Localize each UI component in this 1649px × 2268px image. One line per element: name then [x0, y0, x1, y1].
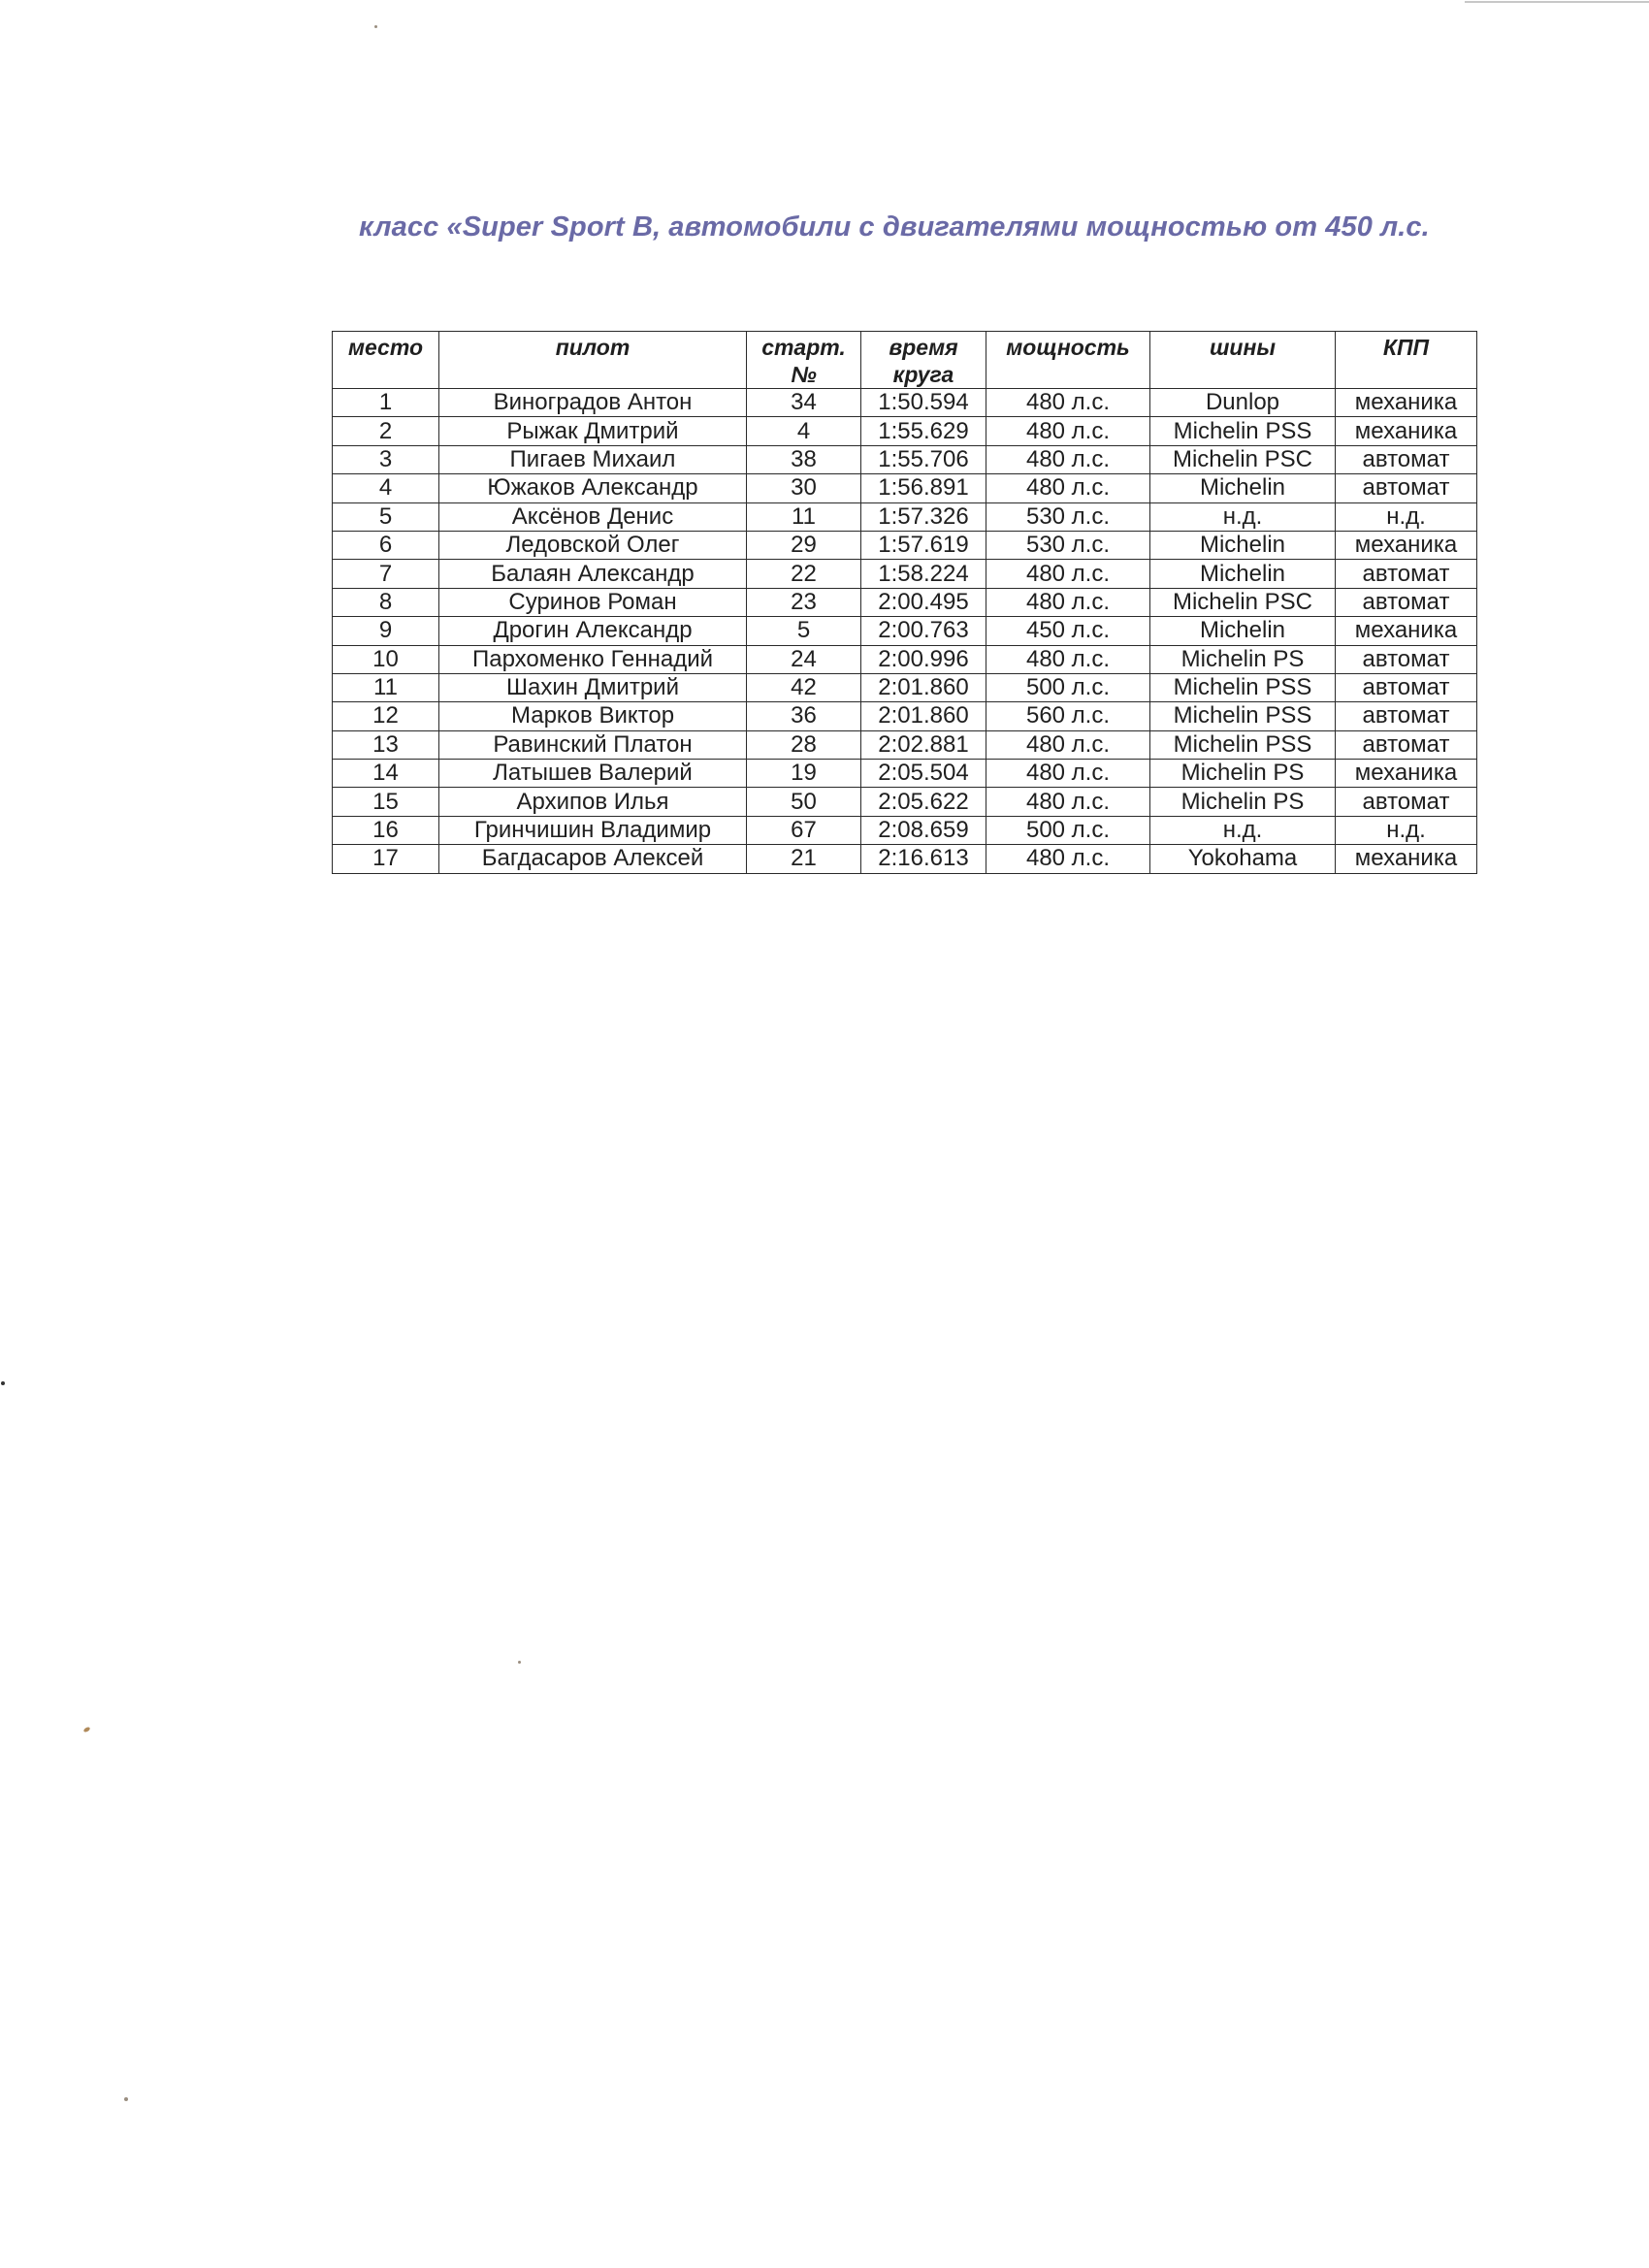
table-row	[333, 502, 1477, 531]
cell-tyres: Michelin PSC	[1150, 445, 1336, 473]
cell-gearbox: механика	[1336, 417, 1477, 445]
cell-lap-time: 2:16.613	[861, 845, 986, 873]
cell-power: 480 л.с.	[986, 389, 1150, 417]
table-row	[333, 531, 1477, 559]
table-row	[333, 617, 1477, 645]
cell-tyres: Yokohama	[1150, 845, 1336, 873]
cell-start-number: 30	[747, 474, 861, 502]
cell-power: 480 л.с.	[986, 560, 1150, 588]
header-lap-time-line2: круга	[892, 362, 954, 387]
table-row	[333, 845, 1477, 873]
cell-gearbox: автомат	[1336, 445, 1477, 473]
cell-power: 500 л.с.	[986, 816, 1150, 844]
cell-lap-time: 2:00.763	[861, 617, 986, 645]
cell-place: 8	[333, 588, 439, 616]
cell-tyres: Michelin PSC	[1150, 588, 1336, 616]
scan-speck	[518, 1661, 521, 1664]
cell-gearbox: механика	[1336, 760, 1477, 788]
cell-gearbox: автомат	[1336, 588, 1477, 616]
table-row	[333, 445, 1477, 473]
cell-power: 480 л.с.	[986, 760, 1150, 788]
cell-tyres: Michelin PS	[1150, 760, 1336, 788]
cell-gearbox: н.д.	[1336, 816, 1477, 844]
cell-lap-time: 1:58.224	[861, 560, 986, 588]
table-row	[333, 417, 1477, 445]
cell-start-number: 4	[747, 417, 861, 445]
cell-start-number: 29	[747, 531, 861, 559]
header-pilot: пилот	[439, 332, 747, 389]
cell-pilot: Архипов Илья	[439, 788, 747, 816]
cell-place: 4	[333, 474, 439, 502]
cell-pilot: Балаян Александр	[439, 560, 747, 588]
cell-tyres: Michelin PS	[1150, 645, 1336, 673]
cell-start-number: 28	[747, 730, 861, 759]
cell-place: 11	[333, 673, 439, 701]
page-title: класс «Super Sport B, автомобили с двигателями мощностью от 450 л.с.	[359, 211, 1430, 243]
cell-tyres: Michelin	[1150, 560, 1336, 588]
cell-start-number: 34	[747, 389, 861, 417]
results-table	[332, 331, 1477, 874]
table-row	[333, 645, 1477, 673]
header-row	[333, 332, 1477, 389]
cell-tyres: Michelin PSS	[1150, 730, 1336, 759]
cell-lap-time: 2:05.504	[861, 760, 986, 788]
cell-lap-time: 2:01.860	[861, 673, 986, 701]
cell-gearbox: механика	[1336, 531, 1477, 559]
cell-start-number: 24	[747, 645, 861, 673]
cell-pilot: Южаков Александр	[439, 474, 747, 502]
cell-lap-time: 2:00.495	[861, 588, 986, 616]
cell-start-number: 50	[747, 788, 861, 816]
scan-speck	[1, 1381, 5, 1385]
header-gearbox: КПП	[1336, 332, 1477, 389]
table-row	[333, 760, 1477, 788]
table-row	[333, 389, 1477, 417]
cell-gearbox: н.д.	[1336, 502, 1477, 531]
cell-tyres: Michelin PSS	[1150, 702, 1336, 730]
cell-tyres: Michelin PSS	[1150, 673, 1336, 701]
cell-place: 9	[333, 617, 439, 645]
cell-pilot: Суринов Роман	[439, 588, 747, 616]
cell-lap-time: 1:57.619	[861, 531, 986, 559]
scan-speck	[1465, 1, 1649, 3]
cell-pilot: Шахин Дмитрий	[439, 673, 747, 701]
cell-place: 14	[333, 760, 439, 788]
cell-start-number: 19	[747, 760, 861, 788]
cell-power: 480 л.с.	[986, 788, 1150, 816]
table-row	[333, 560, 1477, 588]
cell-gearbox: автомат	[1336, 645, 1477, 673]
header-lap-time-line1: время	[889, 335, 958, 360]
cell-gearbox: автомат	[1336, 730, 1477, 759]
cell-gearbox: механика	[1336, 617, 1477, 645]
scan-speck	[374, 25, 377, 28]
table-header	[333, 332, 1477, 389]
cell-tyres: Michelin PS	[1150, 788, 1336, 816]
cell-gearbox: автомат	[1336, 702, 1477, 730]
cell-pilot: Дрогин Александр	[439, 617, 747, 645]
header-lap-time	[861, 332, 986, 389]
cell-lap-time: 2:02.881	[861, 730, 986, 759]
cell-gearbox: автомат	[1336, 560, 1477, 588]
cell-place: 16	[333, 816, 439, 844]
cell-lap-time: 1:55.706	[861, 445, 986, 473]
cell-start-number: 23	[747, 588, 861, 616]
cell-lap-time: 2:00.996	[861, 645, 986, 673]
cell-place: 1	[333, 389, 439, 417]
header-tyres: шины	[1150, 332, 1336, 389]
table-row	[333, 730, 1477, 759]
cell-tyres: н.д.	[1150, 502, 1336, 531]
cell-lap-time: 2:05.622	[861, 788, 986, 816]
cell-power: 480 л.с.	[986, 417, 1150, 445]
table-row	[333, 588, 1477, 616]
cell-power: 530 л.с.	[986, 502, 1150, 531]
cell-start-number: 67	[747, 816, 861, 844]
cell-pilot: Пигаев Михаил	[439, 445, 747, 473]
cell-tyres: н.д.	[1150, 816, 1336, 844]
cell-start-number: 22	[747, 560, 861, 588]
scan-speck	[82, 1727, 90, 1733]
cell-power: 560 л.с.	[986, 702, 1150, 730]
scan-speck	[124, 2097, 128, 2101]
cell-gearbox: механика	[1336, 845, 1477, 873]
cell-place: 6	[333, 531, 439, 559]
cell-start-number: 21	[747, 845, 861, 873]
table-row	[333, 816, 1477, 844]
cell-place: 17	[333, 845, 439, 873]
cell-lap-time: 1:55.629	[861, 417, 986, 445]
cell-pilot: Гринчишин Владимир	[439, 816, 747, 844]
cell-place: 7	[333, 560, 439, 588]
cell-place: 12	[333, 702, 439, 730]
cell-pilot: Рыжак Дмитрий	[439, 417, 747, 445]
header-start-number-line2: №	[791, 362, 817, 387]
cell-tyres: Dunlop	[1150, 389, 1336, 417]
cell-power: 480 л.с.	[986, 730, 1150, 759]
cell-place: 10	[333, 645, 439, 673]
header-power: мощность	[986, 332, 1150, 389]
cell-pilot: Марков Виктор	[439, 702, 747, 730]
cell-power: 480 л.с.	[986, 445, 1150, 473]
cell-tyres: Michelin	[1150, 617, 1336, 645]
cell-pilot: Багдасаров Алексей	[439, 845, 747, 873]
cell-gearbox: автомат	[1336, 673, 1477, 701]
header-start-number-line1: старт.	[761, 335, 846, 360]
table-row	[333, 788, 1477, 816]
cell-lap-time: 2:08.659	[861, 816, 986, 844]
cell-gearbox: механика	[1336, 389, 1477, 417]
cell-tyres: Michelin PSS	[1150, 417, 1336, 445]
cell-pilot: Виноградов Антон	[439, 389, 747, 417]
cell-place: 3	[333, 445, 439, 473]
cell-lap-time: 1:50.594	[861, 389, 986, 417]
table-row	[333, 673, 1477, 701]
header-start-number	[747, 332, 861, 389]
cell-tyres: Michelin	[1150, 474, 1336, 502]
cell-gearbox: автомат	[1336, 474, 1477, 502]
cell-pilot: Ледовской Олег	[439, 531, 747, 559]
cell-place: 5	[333, 502, 439, 531]
cell-power: 530 л.с.	[986, 531, 1150, 559]
cell-power: 480 л.с.	[986, 845, 1150, 873]
cell-start-number: 11	[747, 502, 861, 531]
cell-tyres: Michelin	[1150, 531, 1336, 559]
cell-power: 500 л.с.	[986, 673, 1150, 701]
cell-place: 15	[333, 788, 439, 816]
cell-power: 480 л.с.	[986, 588, 1150, 616]
table-row	[333, 702, 1477, 730]
cell-pilot: Пархоменко Геннадий	[439, 645, 747, 673]
cell-pilot: Латышев Валерий	[439, 760, 747, 788]
cell-start-number: 42	[747, 673, 861, 701]
cell-lap-time: 1:56.891	[861, 474, 986, 502]
cell-lap-time: 1:57.326	[861, 502, 986, 531]
cell-pilot: Равинский Платон	[439, 730, 747, 759]
cell-lap-time: 2:01.860	[861, 702, 986, 730]
cell-start-number: 5	[747, 617, 861, 645]
cell-power: 480 л.с.	[986, 645, 1150, 673]
cell-power: 480 л.с.	[986, 474, 1150, 502]
table-row	[333, 474, 1477, 502]
cell-start-number: 36	[747, 702, 861, 730]
cell-start-number: 38	[747, 445, 861, 473]
header-place: место	[333, 332, 439, 389]
cell-place: 13	[333, 730, 439, 759]
cell-power: 450 л.с.	[986, 617, 1150, 645]
cell-pilot: Аксёнов Денис	[439, 502, 747, 531]
cell-place: 2	[333, 417, 439, 445]
table-body	[333, 389, 1477, 874]
cell-gearbox: автомат	[1336, 788, 1477, 816]
